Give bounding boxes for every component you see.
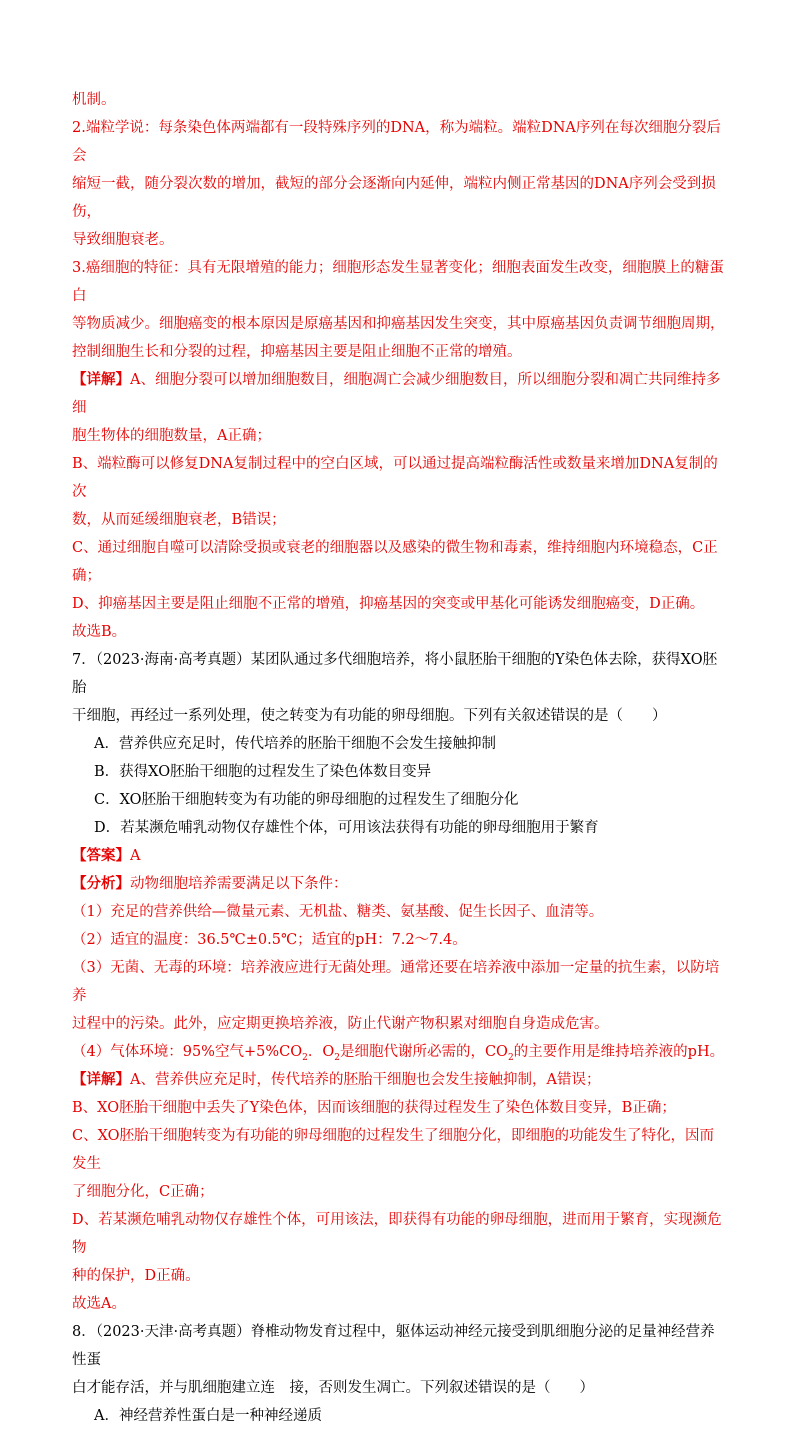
subscript: 2 xyxy=(507,1052,514,1063)
text-line: 动物细胞培养需要满足以下条件： xyxy=(130,876,348,892)
text-line: 数，从而延缓细胞衰老，B错误； xyxy=(72,512,286,528)
question-stem: 7．（2023·海南·高考真题）某团队通过多代细胞培养，将小鼠胚胎干细胞的Y染色体去除，获得XO胚胎 xyxy=(72,652,718,696)
text-line: 过程中的污染。此外，应定期更换培养液，防止代谢产物积累对细胞自身造成危害。 xyxy=(72,1016,609,1032)
text-line: B、端粒酶可以修复DNA复制过程中的空白区域，可以通过提高端粒酶活性或数量来增加DNA复制的次 xyxy=(72,456,718,500)
option-b: B．获得XO胚胎干细胞的过程发生了染色体数目变异 xyxy=(94,764,432,780)
text-line: 缩短一截，随分裂次数的增加，截短的部分会逐渐向内延伸，端粒内侧正常基因的DNA序列会受到损伤， xyxy=(72,176,716,220)
question-stem: 干细胞，再经过一系列处理，使之转变为有功能的卵母细胞。下列有关叙述错误的是（ ） xyxy=(72,708,667,724)
detail-paragraph xyxy=(72,366,728,422)
analysis-tag: 【分析】 xyxy=(72,875,130,892)
text-line: （1）充足的营养供给—微量元素、无机盐、糖类、氨基酸、促生长因子、血清等。 xyxy=(72,904,604,920)
text-segment: ．O xyxy=(307,1044,335,1060)
text-line: 故选B。 xyxy=(72,624,127,640)
text-line: 机制。 xyxy=(72,92,116,108)
text-line: 了细胞分化，C正确； xyxy=(72,1184,214,1200)
gas-environment-line xyxy=(72,1038,728,1066)
option-a: A．营养供应充足时，传代培养的胚胎干细胞不会发生接触抑制 xyxy=(94,736,496,752)
text-line: （3）无菌、无毒的环境：培养液应进行无菌处理。通常还要在培养液中添加一定量的抗生素，以防培养 xyxy=(72,960,720,1004)
text-line: B、XO胚胎干细胞中丢失了Y染色体，因而该细胞的获得过程发生了染色体数目变异，B正确； xyxy=(72,1100,676,1116)
option-d: D．若某濒危哺乳动物仅存雄性个体，可用该法获得有功能的卵母细胞用于繁育 xyxy=(94,820,599,836)
detail-tag: 【详解】 xyxy=(72,1071,130,1088)
text-line: 种的保护，D正确。 xyxy=(72,1268,200,1284)
document-page xyxy=(72,86,728,1430)
subscript: 2 xyxy=(302,1052,308,1063)
text-segment: 的主要作用是维持培养液的pH。 xyxy=(513,1044,725,1060)
text-line: D、若某濒危哺乳动物仅存雄性个体，可用该法，即获得有功能的卵母细胞，进而用于繁育，实现濒危物 xyxy=(72,1212,722,1256)
text-segment: 是细胞代谢所必需的，CO xyxy=(339,1044,508,1060)
subscript: 2 xyxy=(334,1052,340,1063)
text-line: 3.癌细胞的特征：具有无限增殖的能力；细胞形态发生显著变化；细胞表面发生改变，细胞膜上的糖蛋白 xyxy=(72,260,724,304)
option-c: C．XO胚胎干细胞转变为有功能的卵母细胞的过程发生了细胞分化 xyxy=(94,792,519,808)
text-line: （2）适宜的温度：36.5℃±0.5℃；适宜的pH：7.2～7.4。 xyxy=(72,932,467,948)
option-a: A．神经营养性蛋白是一种神经递质 xyxy=(94,1408,322,1424)
detail-tag: 【详解】 xyxy=(72,371,130,388)
answer-value: A xyxy=(130,848,141,864)
text-line: D、抑癌基因主要是阻止细胞不正常的增殖，抑癌基因的突变或甲基化可能诱发细胞癌变，D正确。 xyxy=(72,596,705,612)
text-line: 控制细胞生长和分裂的过程，抑癌基因主要是阻止细胞不正常的增殖。 xyxy=(72,344,522,360)
answer-line xyxy=(72,842,728,870)
text-line: C、通过细胞自噬可以清除受损或衰老的细胞器以及感染的微生物和毒素，维持细胞内环境稳态，C正确； xyxy=(72,540,718,584)
answer-tag: 【答案】 xyxy=(72,847,130,864)
text-line: 故选A。 xyxy=(72,1296,126,1312)
text-line: 胞生物体的细胞数量，A正确； xyxy=(72,428,271,444)
text-line: A、营养供应充足时，传代培养的胚胎干细胞也会发生接触抑制，A错误； xyxy=(130,1072,601,1088)
text-segment: （4）气体环境：95%空气+5%CO xyxy=(72,1044,303,1060)
text-line: A、细胞分裂可以增加细胞数目，细胞凋亡会减少细胞数目，所以细胞分裂和凋亡共同维持多细 xyxy=(72,372,721,416)
question-stem: 白才能存活，并与肌细胞建立连 接，否则发生凋亡。下列叙述错误的是（ ） xyxy=(72,1380,594,1396)
detail-paragraph xyxy=(72,1066,728,1094)
text-line: 等物质减少。细胞癌变的根本原因是原癌基因和抑癌基因发生突变，其中原癌基因负责调节细胞周期， xyxy=(72,316,725,332)
question-stem: 8．（2023·天津·高考真题）脊椎动物发育过程中，躯体运动神经元接受到肌细胞分泌的足量神经营养性蛋 xyxy=(72,1324,715,1368)
text-line: C、XO胚胎干细胞转变为有功能的卵母细胞的过程发生了细胞分化，即细胞的功能发生了特化，因而发生 xyxy=(72,1128,715,1172)
text-line: 2.端粒学说：每条染色体两端都有一段特殊序列的DNA，称为端粒。端粒DNA序列在每次细胞分裂后会 xyxy=(72,120,721,164)
text-line: 导致细胞衰老。 xyxy=(72,232,174,248)
analysis-line xyxy=(72,870,728,898)
